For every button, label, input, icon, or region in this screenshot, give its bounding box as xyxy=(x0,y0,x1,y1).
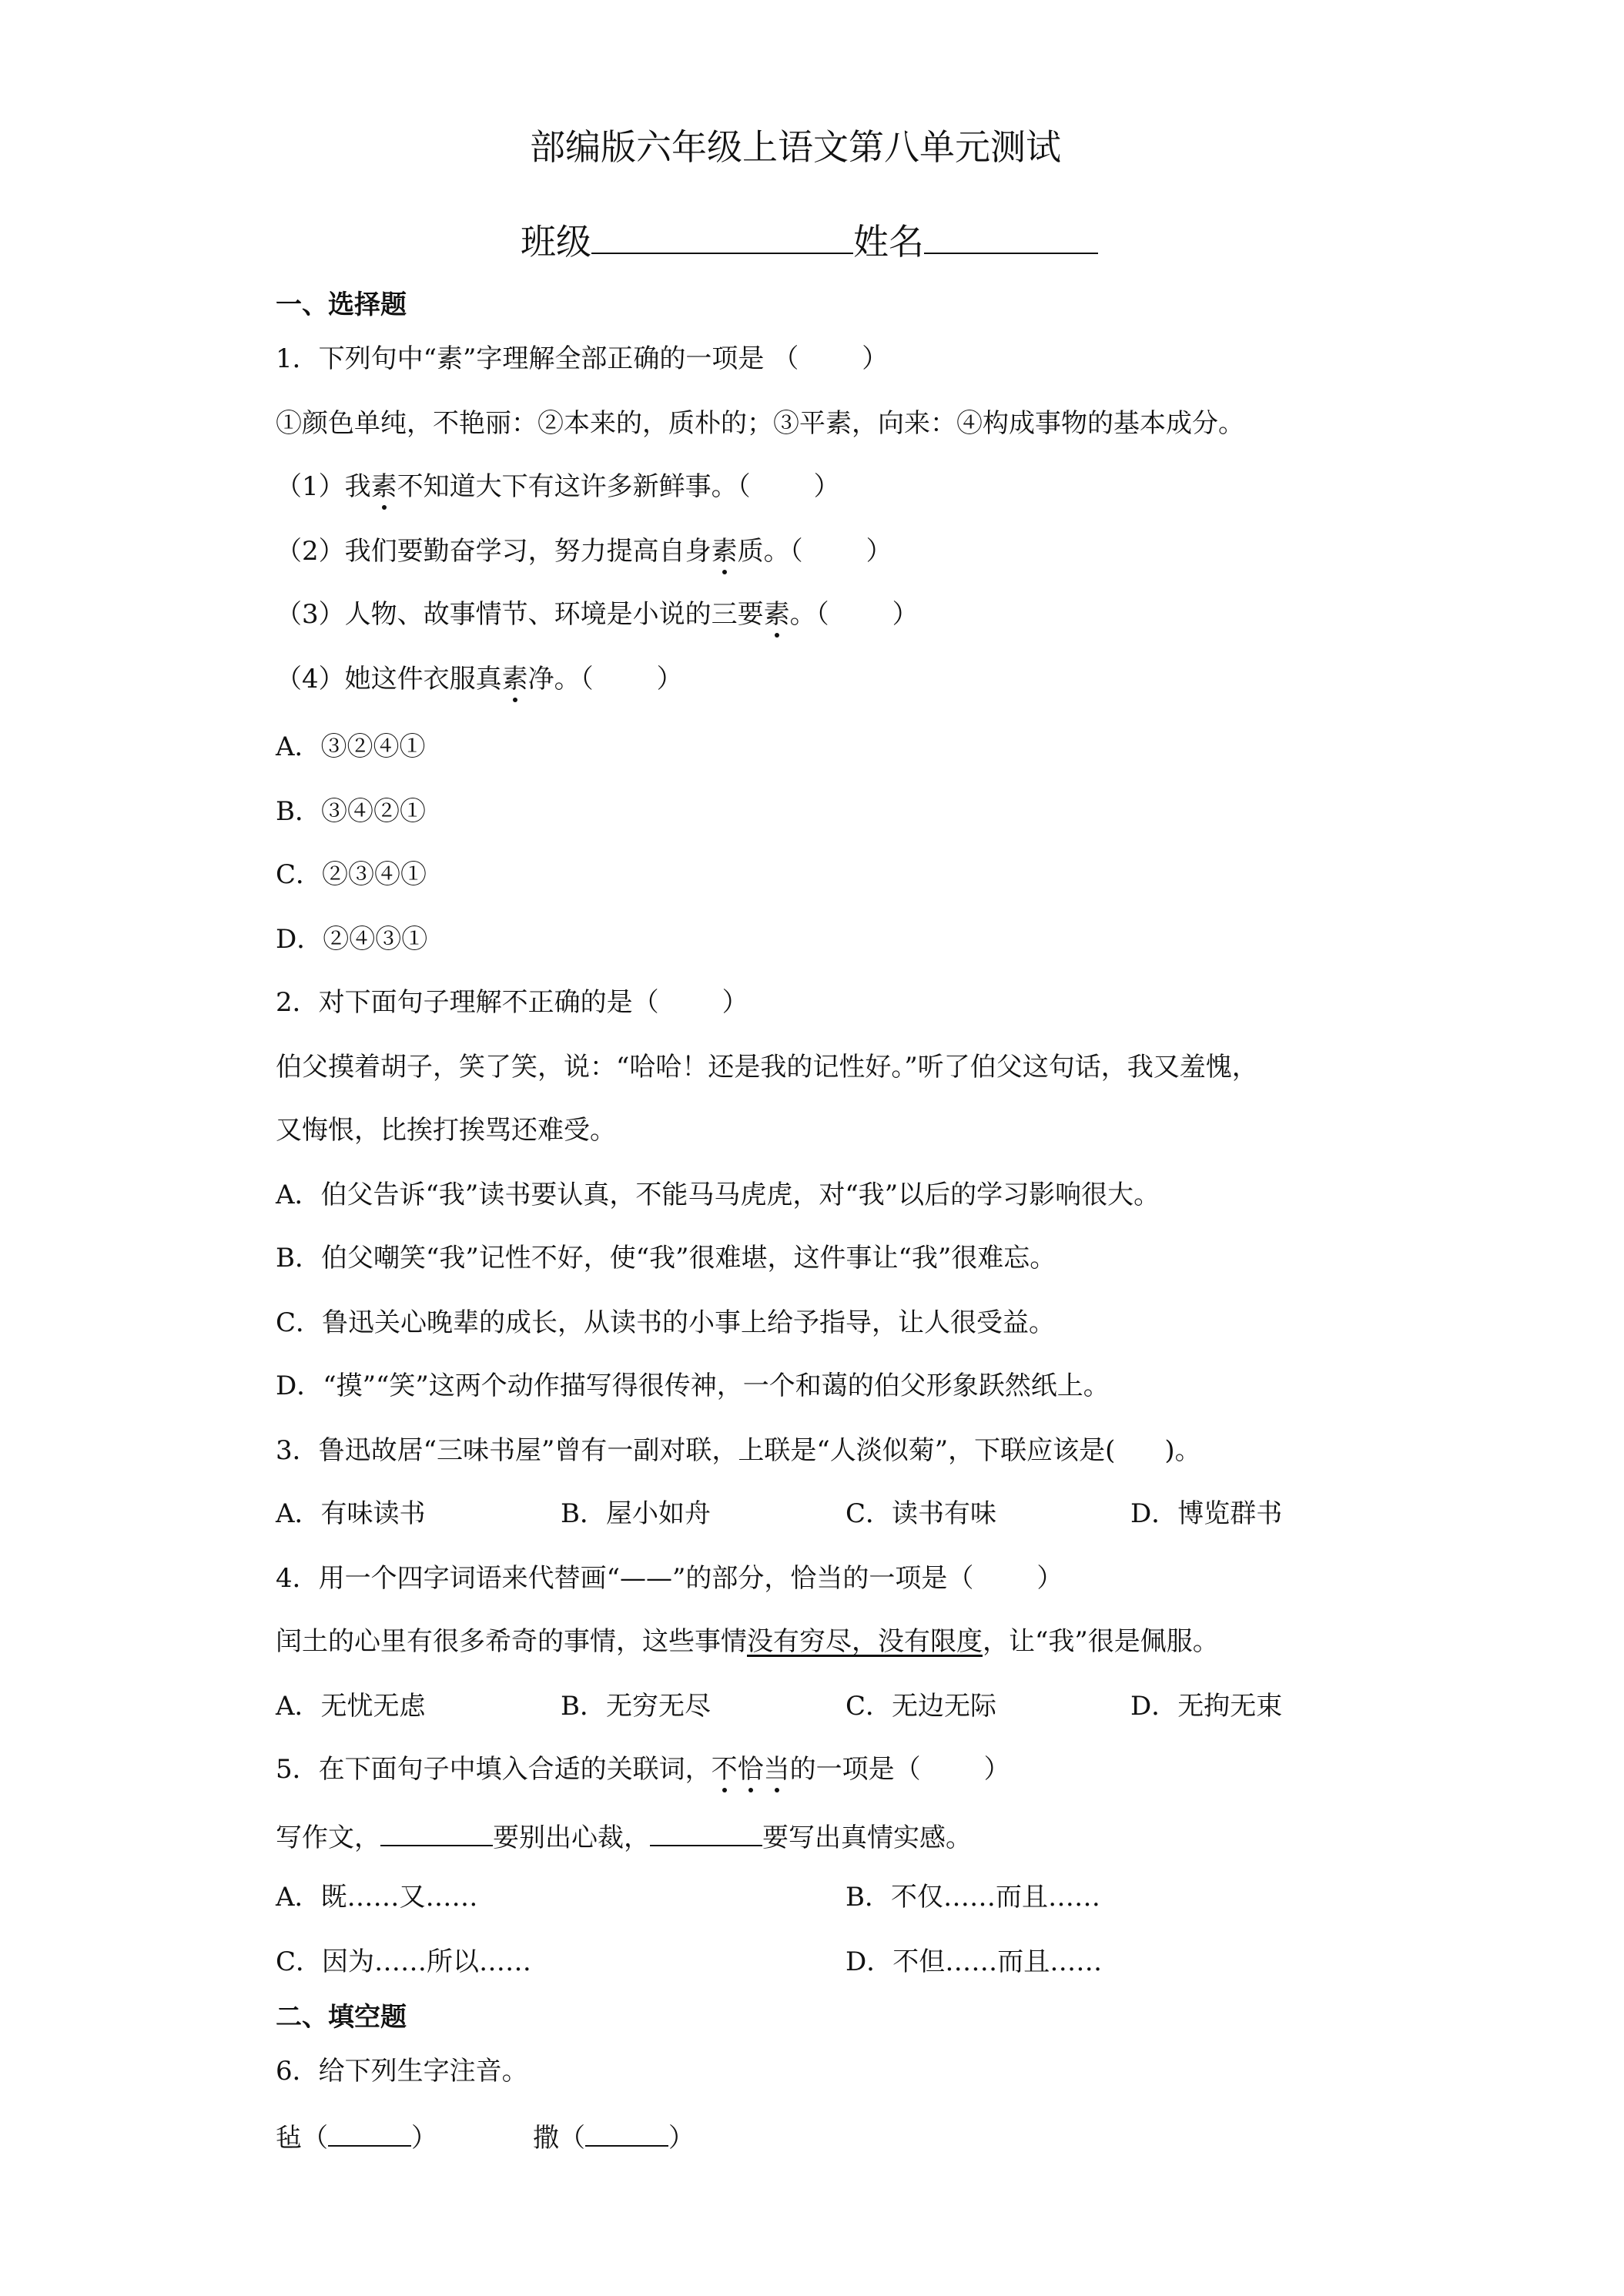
q5-blank-2[interactable] xyxy=(650,1819,762,1846)
q3-stem xyxy=(276,1435,1201,1467)
q5-option-c[interactable]: C．因为……所以…… xyxy=(276,1946,532,1977)
q4-sentence xyxy=(276,1626,1219,1658)
q1-s4-post: 净。（ xyxy=(527,664,594,694)
q3-stem-close: )。 xyxy=(1164,1435,1201,1466)
q1-s2-dotted: 素 xyxy=(711,536,738,567)
q6-pinyin-blank-2[interactable] xyxy=(585,2119,668,2147)
q3-stem-text: 3．鲁迅故居“三味书屋”曾有一副对联，上联是“人淡似菊”，下联应该是( xyxy=(276,1435,1116,1466)
q1-sentence-1 xyxy=(276,471,840,503)
section-heading-choice: 一、选择题 xyxy=(276,290,407,320)
q5-blank-1[interactable] xyxy=(380,1819,493,1846)
q3-option-d[interactable]: D．博览群书 xyxy=(1130,1498,1283,1529)
name-label: 姓名 xyxy=(853,221,924,263)
class-label: 班级 xyxy=(521,221,591,263)
q4-stem xyxy=(276,1563,1063,1595)
q1-s2-close: ） xyxy=(866,536,892,567)
q1-meanings: ①颜色单纯，不艳丽：②本来的，质朴的；③平素，向来：④构成事物的基本成分。 xyxy=(276,408,1244,439)
student-info-line xyxy=(521,217,1098,263)
q1-stem xyxy=(276,343,888,375)
q2-stem-text: 2．对下面句子理解不正确的是（ xyxy=(276,987,659,1018)
q2-passage-line-2: 又悔恨，比挨打挨骂还难受。 xyxy=(276,1115,616,1146)
q5-dotted-3: 当 xyxy=(763,1754,790,1785)
q3-option-c[interactable]: C．读书有味 xyxy=(845,1498,997,1529)
q1-s2-post: 质。（ xyxy=(737,536,803,567)
q5-stem-close: ） xyxy=(983,1754,1010,1785)
q4-options xyxy=(276,1691,1282,1722)
q6-char-2: 撒（ xyxy=(533,2123,585,2154)
q5-option-b[interactable]: B．不仅……而且…… xyxy=(845,1882,1100,1913)
q1-s1-dotted: 素 xyxy=(370,471,397,502)
q1-s2-pre: （2）我们要勤奋学习，努力提高自身 xyxy=(276,536,712,567)
class-blank[interactable] xyxy=(591,217,853,254)
q1-s4-dotted: 素 xyxy=(501,664,528,694)
q1-sentence-3 xyxy=(276,599,919,631)
q5-options-row-1 xyxy=(276,1882,1100,1913)
q1-option-a[interactable]: A．③②④① xyxy=(276,731,426,762)
q6-char-1-close: ） xyxy=(411,2123,437,2154)
q6-char-2-close: ） xyxy=(668,2123,695,2154)
q6-items xyxy=(276,2119,695,2154)
q5-sentence-a: 写作文， xyxy=(276,1822,380,1853)
q1-option-d[interactable]: D．②④③① xyxy=(276,924,428,955)
q1-stem-close: ） xyxy=(862,343,889,374)
q5-options-row-2 xyxy=(276,1946,1102,1978)
q5-option-a[interactable]: A．既……又…… xyxy=(276,1882,478,1913)
q1-s3-dotted: 素 xyxy=(763,599,790,630)
q1-option-c[interactable]: C．②③④① xyxy=(276,859,427,890)
q1-s4-close: ） xyxy=(656,664,683,694)
q4-stem-close: ） xyxy=(1036,1563,1063,1594)
q1-s1-post: 不知道大下有这许多新鲜事。（ xyxy=(397,471,751,502)
q2-option-a[interactable]: A．伯父告诉“我”读书要认真，不能马马虎虎，对“我”以后的学习影响很大。 xyxy=(276,1180,1160,1210)
q6-char-1: 毡（ xyxy=(276,2123,328,2154)
page-title: 部编版六年级上语文第八单元测试 xyxy=(530,126,1061,168)
q1-s3-post: 。（ xyxy=(789,599,829,630)
q1-option-b[interactable]: B．③④②① xyxy=(276,796,426,827)
q5-stem-post: 的一项是（ xyxy=(789,1754,921,1785)
q1-sentence-4 xyxy=(276,664,683,695)
q6-pinyin-blank-1[interactable] xyxy=(328,2119,411,2147)
q4-option-b[interactable]: B．无穷无尽 xyxy=(561,1691,711,1722)
q1-s3-close: ） xyxy=(892,599,919,630)
q1-s4-pre: （4）她这件衣服真 xyxy=(276,664,502,694)
q4-option-d[interactable]: D．无拘无束 xyxy=(1130,1691,1283,1722)
q4-stem-text: 4．用一个四字词语来代替画“——”的部分，恰当的一项是（ xyxy=(276,1563,974,1594)
q2-stem xyxy=(276,987,748,1019)
q3-options xyxy=(276,1498,1282,1530)
q2-passage-line-1: 伯父摸着胡子，笑了笑，说：“哈哈！还是我的记性好。”听了伯父这句话，我又羞愧， xyxy=(276,1052,1258,1083)
q1-s3-pre: （3）人物、故事情节、环境是小说的三要 xyxy=(276,599,764,630)
q5-stem xyxy=(276,1754,1010,1786)
q1-sentence-2 xyxy=(276,536,892,567)
q2-option-c[interactable]: C．鲁迅关心晚辈的成长，从读书的小事上给予指导，让人很受益。 xyxy=(276,1307,1056,1338)
q6-stem: 6．给下列生字注音。 xyxy=(276,2056,528,2087)
q5-sentence-c: 要写出真情实感。 xyxy=(762,1822,972,1853)
q5-dotted-2: 恰 xyxy=(737,1754,764,1785)
q3-option-a[interactable]: A．有味读书 xyxy=(276,1498,426,1529)
q4-sentence-pre: 闰土的心里有很多希奇的事情，这些事情 xyxy=(276,1626,747,1657)
q5-dotted-1: 不 xyxy=(711,1754,738,1785)
q2-stem-close: ） xyxy=(722,987,748,1018)
q5-sentence-b: 要别出心裁， xyxy=(493,1822,650,1853)
q4-underlined-phrase: 没有穷尽，没有限度 xyxy=(747,1626,983,1657)
q4-sentence-post: ，让“我”很是佩服。 xyxy=(983,1626,1219,1657)
q1-s1-close: ） xyxy=(813,471,840,502)
name-blank[interactable] xyxy=(924,217,1098,254)
q1-stem-text: 1．下列句中“素”字理解全部正确的一项是 （ xyxy=(276,343,799,374)
q5-stem-pre: 5．在下面句子中填入合适的关联词， xyxy=(276,1754,712,1785)
q5-option-d[interactable]: D．不但……而且…… xyxy=(845,1946,1103,1977)
q4-option-a[interactable]: A．无忧无虑 xyxy=(276,1691,426,1722)
q1-s1-pre: （1）我 xyxy=(276,471,371,502)
q4-option-c[interactable]: C．无边无际 xyxy=(845,1691,997,1722)
q2-option-b[interactable]: B．伯父嘲笑“我”记性不好，使“我”很难堪，这件事让“我”很难忘。 xyxy=(276,1243,1056,1274)
section-heading-fill: 二、填空题 xyxy=(276,2002,407,2033)
q3-option-b[interactable]: B．屋小如舟 xyxy=(561,1498,711,1529)
q5-sentence xyxy=(276,1819,972,1854)
q2-option-d[interactable]: D．“摸”“笑”这两个动作描写得很传神，一个和蔼的伯父形象跃然纸上。 xyxy=(276,1371,1110,1401)
